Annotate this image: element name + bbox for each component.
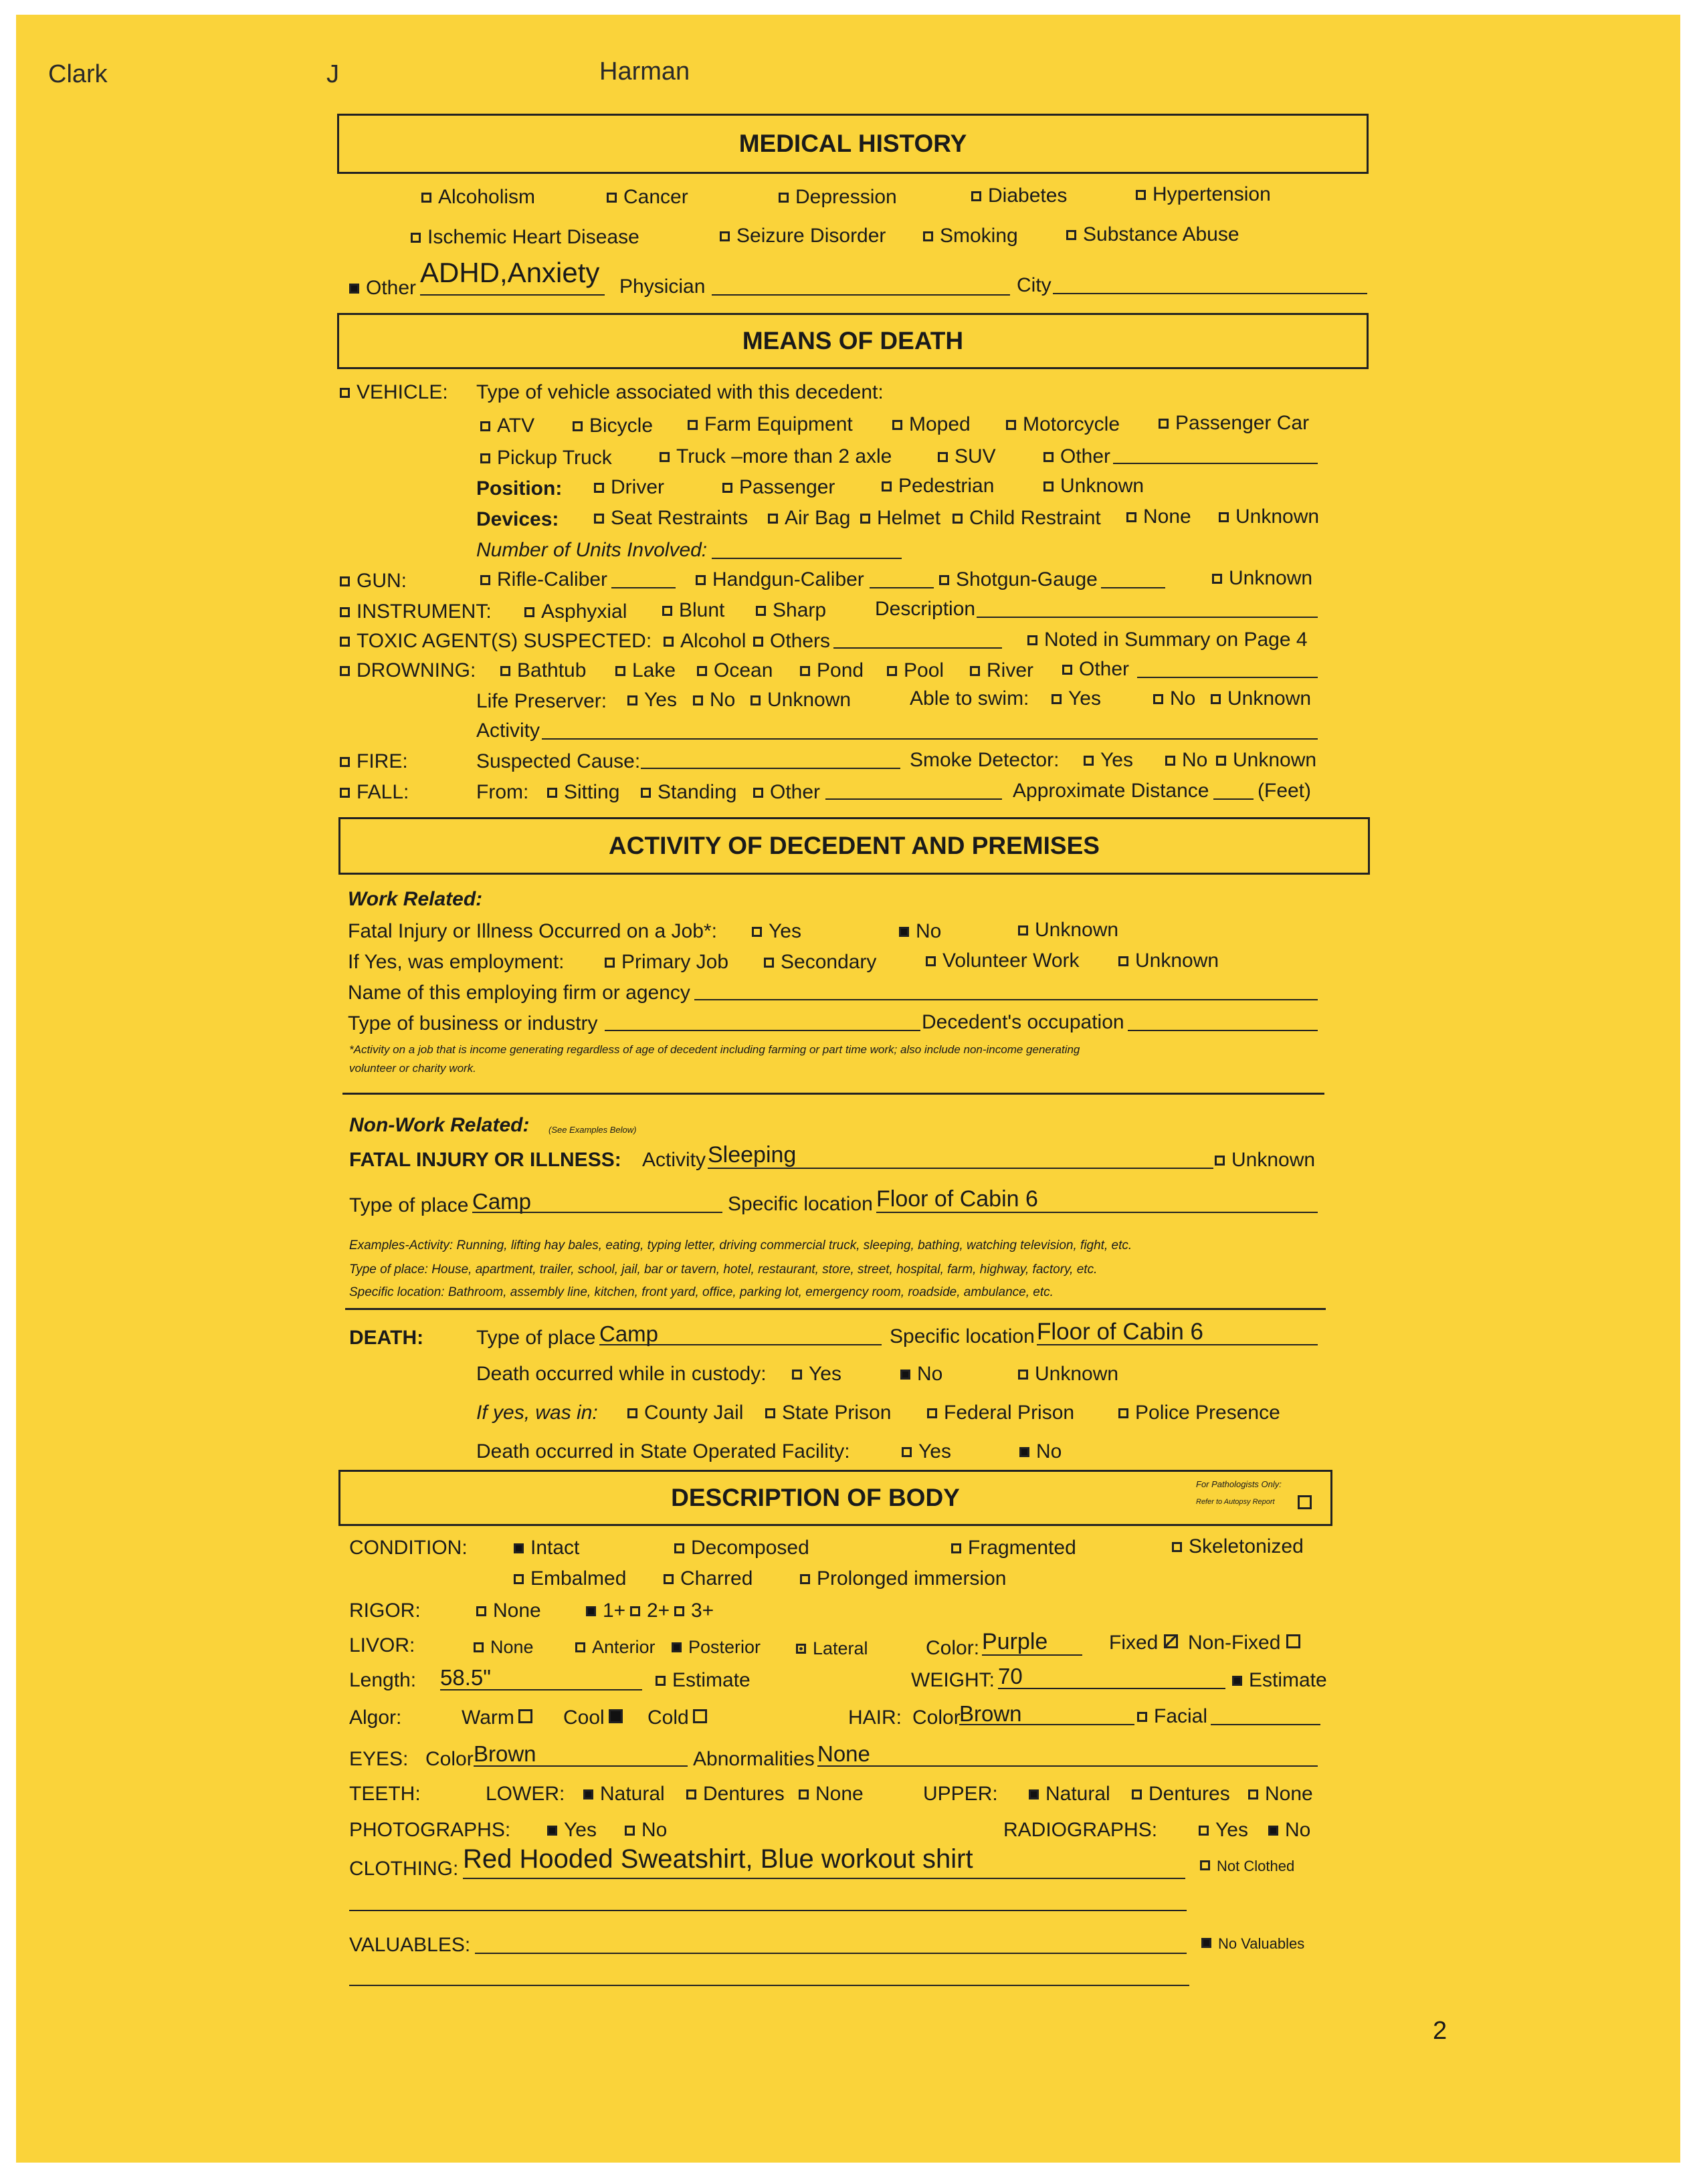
opt-smoking[interactable]: Smoking xyxy=(923,225,1018,247)
upper-none[interactable]: None xyxy=(1248,1783,1313,1806)
cust-state[interactable]: State Prison xyxy=(765,1402,891,1424)
not-clothed[interactable]: Not Clothed xyxy=(1200,1858,1294,1875)
emp-primary[interactable]: Primary Job xyxy=(605,951,728,974)
opt-substance[interactable]: Substance Abuse xyxy=(1066,223,1239,246)
valuables-field-2[interactable] xyxy=(349,1985,1189,1986)
cond-charred[interactable]: Charred xyxy=(664,1567,753,1590)
facial-field[interactable] xyxy=(1211,1724,1320,1725)
fatal-illness-label: FATAL INJURY OR ILLNESS: xyxy=(349,1149,621,1171)
feet-label: (Feet) xyxy=(1258,780,1312,802)
facility-yes[interactable]: Yes xyxy=(902,1440,951,1463)
location-field[interactable] xyxy=(876,1212,1318,1213)
hair-color-field[interactable] xyxy=(959,1724,1134,1725)
livor-posterior[interactable]: Posterior xyxy=(672,1637,761,1658)
nonwork-label: Non-Work Related: xyxy=(349,1114,530,1136)
custody-yes[interactable]: Yes xyxy=(792,1363,841,1386)
livor-color-value: Purple xyxy=(982,1629,1048,1654)
photos-yes[interactable]: Yes xyxy=(547,1819,597,1842)
other-value: ADHD,Anxiety xyxy=(420,257,600,288)
drown-activity-field[interactable] xyxy=(542,738,1318,740)
livor-label: LIVOR: xyxy=(349,1634,415,1656)
opt-diabetes[interactable]: Diabetes xyxy=(971,185,1067,207)
facial-hair[interactable]: Facial xyxy=(1137,1705,1207,1728)
cond-skeletonized[interactable]: Skeletonized xyxy=(1172,1535,1304,1558)
rigor-none[interactable]: None xyxy=(476,1600,541,1622)
dev-child[interactable]: Child Restraint xyxy=(953,507,1101,530)
rigor-3[interactable]: 3+ xyxy=(674,1600,714,1622)
livor-anterior[interactable]: Anterior xyxy=(575,1637,656,1658)
employer-label: Name of this employing firm or agency xyxy=(348,982,690,1004)
pos-driver[interactable]: Driver xyxy=(594,476,664,499)
eyes-color-field[interactable] xyxy=(474,1765,688,1767)
last-name: Harman xyxy=(599,58,690,86)
teeth-label: TEETH: xyxy=(349,1783,421,1805)
length-field[interactable] xyxy=(440,1689,642,1690)
cond-intact[interactable]: Intact xyxy=(514,1537,579,1559)
instrument-checkbox[interactable]: INSTRUMENT: xyxy=(340,600,492,623)
veh-moped[interactable]: Moped xyxy=(892,413,971,436)
gun-unknown[interactable]: Unknown xyxy=(1212,567,1312,590)
death-location-field[interactable] xyxy=(1037,1344,1318,1345)
location-label: Specific location xyxy=(728,1193,873,1215)
veh-bicycle[interactable]: Bicycle xyxy=(573,415,653,437)
drown-bathtub[interactable]: Bathtub xyxy=(500,659,586,682)
gun-rifle[interactable]: Rifle-Caliber xyxy=(480,568,607,591)
noted-summary[interactable]: Noted in Summary on Page 4 xyxy=(1027,629,1308,651)
place-label: Type of place xyxy=(349,1194,469,1216)
emp-secondary[interactable]: Secondary xyxy=(764,951,876,974)
upper-natural[interactable]: Natural xyxy=(1029,1783,1110,1806)
veh-passenger-car[interactable]: Passenger Car xyxy=(1159,412,1309,435)
first-name: Clark xyxy=(48,60,108,88)
veh-other-field[interactable] xyxy=(1113,463,1318,464)
clothing-label: CLOTHING: xyxy=(349,1858,459,1880)
vehicle-prompt: Type of vehicle associated with this decedent: xyxy=(476,381,884,403)
algor-label: Algor: xyxy=(349,1707,402,1729)
activity-value: Sleeping xyxy=(708,1142,797,1168)
activity-label: Activity xyxy=(642,1149,706,1171)
drown-other-field[interactable] xyxy=(1137,677,1318,678)
emp-volunteer[interactable]: Volunteer Work xyxy=(926,950,1080,972)
opt-seizure[interactable]: Seizure Disorder xyxy=(720,225,886,247)
job-yes[interactable]: Yes xyxy=(752,920,801,943)
upper-dentures[interactable]: Dentures xyxy=(1132,1783,1230,1806)
distance-field[interactable] xyxy=(1213,798,1254,800)
suspected-cause-label: Suspected Cause: xyxy=(476,750,641,772)
footnote-2: volunteer or charity work. xyxy=(349,1062,476,1075)
dev-airbag[interactable]: Air Bag xyxy=(768,507,850,530)
weight-estimate[interactable]: Estimate xyxy=(1232,1669,1327,1692)
livor-none[interactable]: None xyxy=(474,1637,534,1658)
algor-cool[interactable]: Cool xyxy=(563,1707,629,1729)
no-valuables[interactable]: No Valuables xyxy=(1201,1935,1304,1953)
eyes-label: EYES: xyxy=(349,1748,409,1770)
inst-blunt[interactable]: Blunt xyxy=(662,599,724,622)
smoke-yes[interactable]: Yes xyxy=(1084,749,1133,772)
lp-yes[interactable]: Yes xyxy=(627,689,677,712)
condition-label: CONDITION: xyxy=(349,1537,468,1559)
abnormalities-label: Abnormalities xyxy=(693,1748,815,1770)
from-label: From: xyxy=(476,781,529,803)
activity-field[interactable] xyxy=(708,1168,1213,1169)
job-no[interactable]: No xyxy=(899,920,941,943)
weight-label: WEIGHT: xyxy=(911,1669,995,1691)
eyes-color-value: Brown xyxy=(474,1741,536,1766)
body-header: DESCRIPTION OF BODY xyxy=(338,1470,1332,1526)
employment-label: If Yes, was employment: xyxy=(348,951,565,973)
patho-note-1: For Pathologists Only: xyxy=(1196,1479,1282,1489)
opt-hypertension[interactable]: Hypertension xyxy=(1136,183,1271,206)
gun-checkbox[interactable]: GUN: xyxy=(340,570,407,592)
patho-note-2: Refer to Autopsy Report xyxy=(1196,1498,1275,1506)
livor-color-label: Color: xyxy=(926,1637,980,1659)
emp-unknown[interactable]: Unknown xyxy=(1118,950,1219,972)
distance-label: Approximate Distance xyxy=(1013,780,1209,802)
gun-rifle-field[interactable] xyxy=(611,587,676,588)
fall-other[interactable]: Other xyxy=(753,781,820,804)
drown-river[interactable]: River xyxy=(970,659,1033,682)
lower-natural[interactable]: Natural xyxy=(583,1783,665,1806)
if-yes-label: If yes, was in: xyxy=(476,1402,598,1424)
inst-sharp[interactable]: Sharp xyxy=(756,599,826,622)
vehicle-checkbox[interactable]: VEHICLE: xyxy=(340,381,448,404)
work-related-label: Work Related: xyxy=(348,888,483,910)
see-examples: (See Examples Below) xyxy=(548,1125,637,1135)
algor-cold[interactable]: Cold xyxy=(647,1707,714,1729)
veh-farm[interactable]: Farm Equipment xyxy=(688,413,853,436)
veh-other[interactable]: Other xyxy=(1043,445,1110,468)
length-estimate[interactable]: Estimate xyxy=(656,1669,751,1692)
dev-none[interactable]: None xyxy=(1126,506,1191,528)
death-label: DEATH: xyxy=(349,1327,424,1349)
pos-passenger[interactable]: Passenger xyxy=(722,476,835,499)
livor-lateral[interactable]: Lateral xyxy=(796,1638,868,1659)
gun-shotgun-field[interactable] xyxy=(1101,587,1165,588)
nonfixed-label[interactable]: Non-Fixed xyxy=(1188,1632,1307,1654)
length-value: 58.5" xyxy=(440,1665,491,1690)
rigor-label: RIGOR: xyxy=(349,1600,421,1622)
devices-label: Devices: xyxy=(476,508,559,530)
death-location-label: Specific location xyxy=(890,1325,1035,1347)
dev-seat[interactable]: Seat Restraints xyxy=(594,507,748,530)
smoke-label: Smoke Detector: xyxy=(910,749,1060,771)
custody-label: Death occurred while in custody: xyxy=(476,1363,767,1385)
lower-none[interactable]: None xyxy=(799,1783,864,1806)
toxic-checkbox[interactable]: TOXIC AGENT(S) SUSPECTED: xyxy=(340,630,652,653)
hair-label: HAIR: xyxy=(848,1707,902,1729)
description-field[interactable] xyxy=(977,617,1318,618)
fire-checkbox[interactable]: FIRE: xyxy=(340,750,408,773)
cond-prolonged[interactable]: Prolonged immersion xyxy=(800,1567,1006,1590)
rigor-2[interactable]: 2+ xyxy=(630,1600,670,1622)
units-field[interactable] xyxy=(712,558,902,559)
veh-truck[interactable]: Truck –more than 2 axle xyxy=(660,445,892,468)
drown-ocean[interactable]: Ocean xyxy=(697,659,773,682)
custody-unknown[interactable]: Unknown xyxy=(1018,1363,1118,1386)
length-label: Length: xyxy=(349,1669,417,1691)
valuables-field[interactable] xyxy=(475,1953,1187,1954)
cust-federal[interactable]: Federal Prison xyxy=(927,1402,1074,1424)
veh-pickup[interactable]: Pickup Truck xyxy=(480,447,612,469)
drown-lake[interactable]: Lake xyxy=(615,659,676,682)
veh-motorcycle[interactable]: Motorcycle xyxy=(1006,413,1120,436)
eyes-color-label: Color xyxy=(425,1748,474,1770)
swim-yes[interactable]: Yes xyxy=(1052,687,1101,710)
employer-field[interactable] xyxy=(694,999,1318,1000)
examples-activity: Examples-Activity: Running, lifting hay bales, eating, typing letter, driving commercial truck, sleeping, bathing, watching television, fight, etc. xyxy=(349,1238,1132,1252)
physician-field[interactable] xyxy=(712,294,1010,296)
occupation-field[interactable] xyxy=(1128,1030,1318,1031)
fixed-label[interactable]: Fixed xyxy=(1109,1632,1185,1654)
business-field[interactable] xyxy=(605,1030,920,1031)
weight-value: 70 xyxy=(998,1664,1023,1688)
radio-yes[interactable]: Yes xyxy=(1199,1819,1248,1842)
weight-field[interactable] xyxy=(998,1688,1225,1689)
lp-no[interactable]: No xyxy=(693,689,735,712)
drown-other[interactable]: Other xyxy=(1062,658,1129,681)
page-number: 2 xyxy=(1433,2017,1448,2045)
radiographs-label: RADIOGRAPHS: xyxy=(1003,1819,1158,1841)
upper-label: UPPER: xyxy=(923,1783,998,1805)
lower-dentures[interactable]: Dentures xyxy=(686,1783,785,1806)
livor-color-field[interactable] xyxy=(982,1654,1082,1656)
swim-unknown[interactable]: Unknown xyxy=(1211,687,1311,710)
place-value: Camp xyxy=(472,1189,532,1214)
photographs-label: PHOTOGRAPHS: xyxy=(349,1819,511,1841)
opt-cancer[interactable]: Cancer xyxy=(607,186,688,209)
photos-no[interactable]: No xyxy=(625,1819,667,1842)
suspected-cause-field[interactable] xyxy=(641,768,900,769)
gun-handgun[interactable]: Handgun-Caliber xyxy=(696,568,864,591)
death-location-value: Floor of Cabin 6 xyxy=(1037,1319,1204,1345)
footnote-1: *Activity on a job that is income generating regardless of age of decedent including farming or part time work; also include non-income generating xyxy=(349,1043,1080,1056)
drown-activity-label: Activity xyxy=(476,720,540,742)
cust-police[interactable]: Police Presence xyxy=(1118,1402,1280,1424)
veh-suv[interactable]: SUV xyxy=(938,445,996,468)
gun-shotgun[interactable]: Shotgun-Gauge xyxy=(939,568,1098,591)
fall-standing[interactable]: Standing xyxy=(641,781,736,804)
description-label: Description xyxy=(875,598,976,620)
death-place-label: Type of place xyxy=(476,1327,596,1349)
drown-pool[interactable]: Pool xyxy=(887,659,944,682)
radio-no[interactable]: No xyxy=(1268,1819,1310,1842)
fatal-job-label: Fatal Injury or Illness Occurred on a Job*: xyxy=(348,920,717,942)
toxic-others[interactable]: Others xyxy=(753,630,830,653)
job-unknown[interactable]: Unknown xyxy=(1018,919,1118,942)
opt-other[interactable]: Other xyxy=(349,277,416,300)
valuables-label: VALUABLES: xyxy=(349,1934,471,1956)
city-field[interactable] xyxy=(1053,293,1367,294)
hair-color-value: Brown xyxy=(959,1701,1022,1726)
inst-asphyxial[interactable]: Asphyxial xyxy=(524,600,627,623)
life-preserver-label: Life Preserver: xyxy=(476,690,607,712)
middle-initial: J xyxy=(326,60,339,88)
cond-fragmented[interactable]: Fragmented xyxy=(951,1537,1076,1559)
units-label: Number of Units Involved: xyxy=(476,539,708,561)
fall-checkbox[interactable]: FALL: xyxy=(340,781,409,804)
activity-unknown[interactable]: Unknown xyxy=(1215,1149,1315,1172)
medical-history-header: MEDICAL HISTORY xyxy=(337,114,1369,174)
swim-no[interactable]: No xyxy=(1153,687,1195,710)
toxic-others-field[interactable] xyxy=(833,647,1002,649)
fall-other-field[interactable] xyxy=(825,798,1002,800)
algor-warm[interactable]: Warm xyxy=(462,1707,539,1729)
smoke-no[interactable]: No xyxy=(1165,749,1207,772)
fall-sitting[interactable]: Sitting xyxy=(547,781,619,804)
means-of-death-header: MEANS OF DEATH xyxy=(337,313,1369,369)
swim-label: Able to swim: xyxy=(910,687,1029,709)
pos-unknown[interactable]: Unknown xyxy=(1043,475,1144,498)
custody-no[interactable]: No xyxy=(900,1363,942,1386)
toxic-alcohol[interactable]: Alcohol xyxy=(664,630,746,653)
death-place-field[interactable] xyxy=(599,1344,882,1345)
clothing-field-2[interactable] xyxy=(349,1910,1187,1911)
rigor-1[interactable]: 1+ xyxy=(586,1600,625,1622)
drowning-checkbox[interactable]: DROWNING: xyxy=(340,659,476,682)
veh-atv[interactable]: ATV xyxy=(480,415,534,437)
clothing-field[interactable] xyxy=(463,1878,1185,1879)
abnormalities-field[interactable] xyxy=(817,1765,1318,1767)
dev-helmet[interactable]: Helmet xyxy=(860,507,940,530)
activity-header: ACTIVITY OF DECEDENT AND PREMISES xyxy=(338,817,1370,875)
pos-pedestrian[interactable]: Pedestrian xyxy=(882,475,994,498)
smoke-unknown[interactable]: Unknown xyxy=(1216,749,1316,772)
cond-embalmed[interactable]: Embalmed xyxy=(514,1567,626,1590)
cond-decomposed[interactable]: Decomposed xyxy=(674,1537,809,1559)
cust-county[interactable]: County Jail xyxy=(627,1402,743,1424)
place-field[interactable] xyxy=(472,1212,722,1213)
examples-place: Type of place: House, apartment, trailer, school, jail, bar or tavern, hotel, restaurant, store, street, hospital, farm, highway, factory, etc. xyxy=(349,1263,1098,1277)
occupation-label: Decedent's occupation xyxy=(922,1011,1124,1033)
gun-handgun-field[interactable] xyxy=(870,587,934,588)
lower-label: LOWER: xyxy=(486,1783,565,1805)
clothing-value: Red Hooded Sweatshirt, Blue workout shirt xyxy=(463,1844,973,1874)
physician-label: Physician xyxy=(619,276,706,298)
dev-unknown[interactable]: Unknown xyxy=(1219,506,1319,528)
opt-depression[interactable]: Depression xyxy=(779,186,897,209)
business-label: Type of business or industry xyxy=(348,1012,598,1034)
lp-unknown[interactable]: Unknown xyxy=(751,689,851,712)
state-facility-label: Death occurred in State Operated Facility: xyxy=(476,1440,850,1462)
facility-no[interactable]: No xyxy=(1019,1440,1062,1463)
examples-location: Specific location: Bathroom, assembly line, kitchen, front yard, office, parking lot, emergency room, roadside, ambulance, etc. xyxy=(349,1285,1054,1299)
pathologist-checkbox[interactable] xyxy=(1298,1495,1312,1509)
position-label: Position: xyxy=(476,477,563,500)
city-label: City xyxy=(1017,274,1052,296)
abnormalities-value: None xyxy=(817,1741,870,1766)
form-page xyxy=(16,15,1680,2163)
location-value: Floor of Cabin 6 xyxy=(876,1186,1038,1212)
opt-alcoholism[interactable]: Alcoholism xyxy=(421,186,535,209)
hair-color-label: Color xyxy=(912,1707,961,1729)
drown-pond[interactable]: Pond xyxy=(800,659,864,682)
death-place-value: Camp xyxy=(599,1321,659,1346)
opt-ischemic[interactable]: Ischemic Heart Disease xyxy=(411,226,639,249)
